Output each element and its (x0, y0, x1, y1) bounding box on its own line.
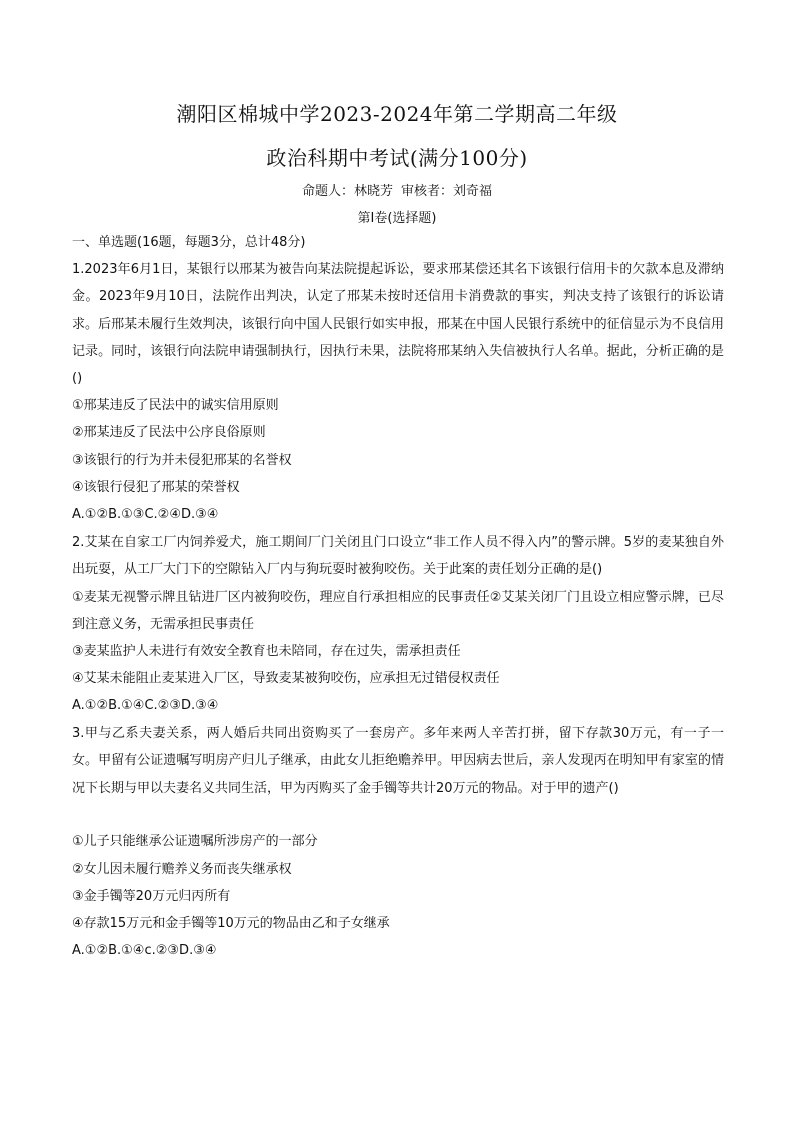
question-1-option-3: ③该银行的行为并未侵犯邢某的名誉权 (72, 453, 292, 468)
question-2-stem: 2.艾某在自家工厂内饲养爱犬，施工期间厂门关闭且门口设立“非工作人员不得入内”的警示牌。5岁的麦某独自外出玩耍，从工厂大门下的空隙钻入厂内与狗玩耍时被狗咬伤。关于此案的责任划分正确的是() (72, 535, 724, 578)
exam-authors (0, 180, 794, 199)
question-setter: 命题人：林晓芳 (301, 184, 393, 199)
question-2-option-1: ①麦某无视警示牌且钻进厂区内被狗咬伤，理应自行承担相应的民事责任②艾某关闭厂门且设立相应警示牌，已尽到注意义务，无需承担民事责任 (72, 590, 724, 633)
section-heading: 一、单选题(16题，每题3分，总计48分) (72, 235, 306, 250)
exam-title-line2: 政治科期中考试(满分100分) (266, 146, 528, 170)
question-2-option-3: ④艾某未能阻止麦某进入厂区，导致麦某被狗咬伤，应承担无过错侵权责任 (72, 671, 500, 686)
question-3-stem: 3.甲与乙系夫妻关系，两人婚后共同出资购买了一套房产。多年来两人辛苦打拼，留下存款30万元，有一子一女。甲留有公证遗嘱写明房产归儿子继承，由此女儿拒绝赡养甲。甲因病去世后，亲人发现丙在明知甲有家室的情况下长期与甲以夫妻名义共同生活，甲为丙购买了金手镯等共计20万元的物品。对于甲的遗产() (72, 726, 724, 796)
question-1-answers: A.①②B.①③C.②④D.③④ (72, 507, 219, 522)
question-3-option-1: ①儿子只能继承公证遗嘱所涉房产的一部分 (72, 834, 318, 849)
question-1-option-1: ①邢某违反了民法中的诚实信用原则 (72, 398, 279, 413)
question-3-option-4: ④存款15万元和金手镯等10万元的物品由乙和子女继承 (72, 916, 390, 931)
question-1-stem: 1.2023年6月1日，某银行以邢某为被告向某法院提起诉讼，要求邢某偿还其名下该银行信用卡的欠款本息及滞纳金。2023年9月10日，法院作出判决，认定了邢某未按时还信用卡消费款的事实，判决支持了该银行的诉讼请求。后邢某未履行生效判决，该银行向中国人民银行如实申报，邢某在中国人民银行系统中的征信显示为不良信用记录。同时，该银行向法院申请强制执行，因执行未果，法院将邢某纳入失信被执行人名单。据此，分析正确的是() (72, 262, 724, 387)
question-2-option-2: ③麦某监护人未进行有效安全教育也未陪同，存在过失，需承担责任 (72, 644, 461, 659)
part-heading: 第I卷(选择题) (357, 211, 437, 226)
question-2-answers: A.①②B.①④C.②③D.③④ (72, 698, 219, 713)
exam-title-line1: 潮阳区棉城中学2023-2024年第二学期高二年级 (176, 102, 618, 126)
question-3-answers: A.①②B.①④c.②③D.③④ (72, 943, 217, 958)
question-reviewer: 审核者：刘奇福 (401, 184, 493, 199)
question-1-option-2: ②邢某违反了民法中公序良俗原则 (72, 425, 266, 440)
question-3-option-3: ③金手镯等20万元归丙所有 (72, 889, 231, 904)
question-3-option-2: ②女儿因未履行赡养义务而丧失继承权 (72, 862, 292, 877)
question-1-option-4: ④该银行侵犯了邢某的荣誉权 (72, 480, 240, 495)
